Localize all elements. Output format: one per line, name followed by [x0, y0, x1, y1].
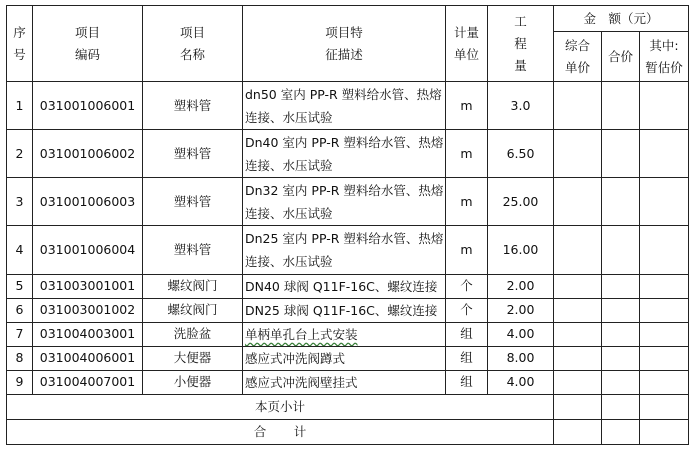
- row-unit-price: [554, 82, 602, 130]
- row-desc: DN40 球阀 Q11F-16C、螺纹连接: [243, 274, 446, 298]
- row-unit: m: [446, 178, 488, 226]
- spellcheck-underlined-text: 单柄单孔台上式安装: [245, 326, 358, 342]
- table-row: [7, 82, 689, 130]
- row-qty: 2.00: [488, 298, 554, 322]
- row-unit: 组: [446, 346, 488, 370]
- table-row: [7, 346, 689, 370]
- row-seq: 6: [7, 298, 33, 322]
- header-row-1: [7, 6, 689, 32]
- row-code: 031001006001: [33, 82, 143, 130]
- row-name: 小便器: [143, 370, 243, 394]
- row-provisional: [640, 130, 689, 178]
- row-seq: 1: [7, 82, 33, 130]
- row-unit-price: [554, 370, 602, 394]
- total-unit-price: [554, 419, 602, 444]
- row-code: 031001006004: [33, 226, 143, 274]
- row-unit: 个: [446, 274, 488, 298]
- header-name: 项目 名称: [143, 6, 243, 82]
- row-code: 031004006001: [33, 346, 143, 370]
- row-desc: 感应式冲洗阀壁挂式: [243, 370, 446, 394]
- row-desc: Dn40 室内 PP-R 塑料给水管、热熔 连接、水压试验: [243, 130, 446, 178]
- header-qty: 工 程 量: [488, 6, 554, 82]
- row-seq: 5: [7, 274, 33, 298]
- subtotal-provisional: [640, 394, 689, 419]
- row-name: 螺纹阀门: [143, 274, 243, 298]
- row-desc: 感应式冲洗阀蹲式: [243, 346, 446, 370]
- total-total-price: [602, 419, 640, 444]
- row-unit: 个: [446, 298, 488, 322]
- row-code: 031004007001: [33, 370, 143, 394]
- page-subtotal-row: [7, 394, 689, 419]
- total-provisional: [640, 419, 689, 444]
- header-seq: 序 号: [7, 6, 33, 82]
- table-row: [7, 298, 689, 322]
- row-provisional: [640, 346, 689, 370]
- row-name: 大便器: [143, 346, 243, 370]
- row-total-price: [602, 82, 640, 130]
- row-name: 塑料管: [143, 82, 243, 130]
- row-code: 031003001002: [33, 298, 143, 322]
- row-provisional: [640, 274, 689, 298]
- header-desc: 项目特 征描述: [243, 6, 446, 82]
- row-unit-price: [554, 298, 602, 322]
- row-unit-price: [554, 178, 602, 226]
- row-total-price: [602, 370, 640, 394]
- row-unit-price: [554, 274, 602, 298]
- row-total-price: [602, 274, 640, 298]
- table-row: [7, 226, 689, 274]
- row-unit-price: [554, 346, 602, 370]
- row-unit: 组: [446, 370, 488, 394]
- bill-of-quantities-table: [6, 5, 689, 445]
- row-code: 031003001001: [33, 274, 143, 298]
- row-desc: Dn25 室内 PP-R 塑料给水管、热熔 连接、水压试验: [243, 226, 446, 274]
- table-row: [7, 370, 689, 394]
- header-provisional: 其中: 暂估价: [640, 32, 689, 82]
- row-total-price: [602, 322, 640, 346]
- row-qty: 3.0: [488, 82, 554, 130]
- subtotal-unit-price: [554, 394, 602, 419]
- row-total-price: [602, 298, 640, 322]
- row-name: 塑料管: [143, 226, 243, 274]
- row-provisional: [640, 82, 689, 130]
- row-code: 031001006003: [33, 178, 143, 226]
- row-unit: m: [446, 82, 488, 130]
- row-seq: 4: [7, 226, 33, 274]
- row-desc: Dn32 室内 PP-R 塑料给水管、热熔 连接、水压试验: [243, 178, 446, 226]
- row-name: 塑料管: [143, 130, 243, 178]
- row-provisional: [640, 226, 689, 274]
- row-total-price: [602, 346, 640, 370]
- grand-total-label: 合 计: [7, 419, 554, 444]
- row-total-price: [602, 130, 640, 178]
- page-subtotal-label: 本页小计: [7, 394, 554, 419]
- row-provisional: [640, 298, 689, 322]
- row-unit: m: [446, 130, 488, 178]
- row-seq: 7: [7, 322, 33, 346]
- header-total-price: 合价: [602, 32, 640, 82]
- row-seq: 2: [7, 130, 33, 178]
- row-name: 螺纹阀门: [143, 298, 243, 322]
- row-unit: 组: [446, 322, 488, 346]
- row-total-price: [602, 178, 640, 226]
- row-code: 031004003001: [33, 322, 143, 346]
- header-code: 项目 编码: [33, 6, 143, 82]
- row-qty: 2.00: [488, 274, 554, 298]
- row-desc: dn50 室内 PP-R 塑料给水管、热熔 连接、水压试验: [243, 82, 446, 130]
- row-qty: 4.00: [488, 322, 554, 346]
- row-qty: 4.00: [488, 370, 554, 394]
- row-unit: m: [446, 226, 488, 274]
- table-row: [7, 274, 689, 298]
- row-desc: [243, 322, 446, 346]
- row-provisional: [640, 370, 689, 394]
- header-unit: 计量 单位: [446, 6, 488, 82]
- row-seq: 9: [7, 370, 33, 394]
- header-amount: 金 额（元）: [554, 6, 689, 32]
- row-qty: 25.00: [488, 178, 554, 226]
- grand-total-row: [7, 419, 689, 444]
- row-name: 洗脸盆: [143, 322, 243, 346]
- subtotal-total-price: [602, 394, 640, 419]
- header-unit-price: 综合 单价: [554, 32, 602, 82]
- row-provisional: [640, 178, 689, 226]
- row-seq: 8: [7, 346, 33, 370]
- table-row: [7, 322, 689, 346]
- row-code: 031001006002: [33, 130, 143, 178]
- row-total-price: [602, 226, 640, 274]
- row-provisional: [640, 322, 689, 346]
- row-unit-price: [554, 322, 602, 346]
- row-desc: DN25 球阀 Q11F-16C、螺纹连接: [243, 298, 446, 322]
- row-qty: 8.00: [488, 346, 554, 370]
- row-seq: 3: [7, 178, 33, 226]
- row-unit-price: [554, 226, 602, 274]
- table-row: [7, 130, 689, 178]
- table-row: [7, 178, 689, 226]
- row-qty: 6.50: [488, 130, 554, 178]
- row-unit-price: [554, 130, 602, 178]
- row-qty: 16.00: [488, 226, 554, 274]
- row-name: 塑料管: [143, 178, 243, 226]
